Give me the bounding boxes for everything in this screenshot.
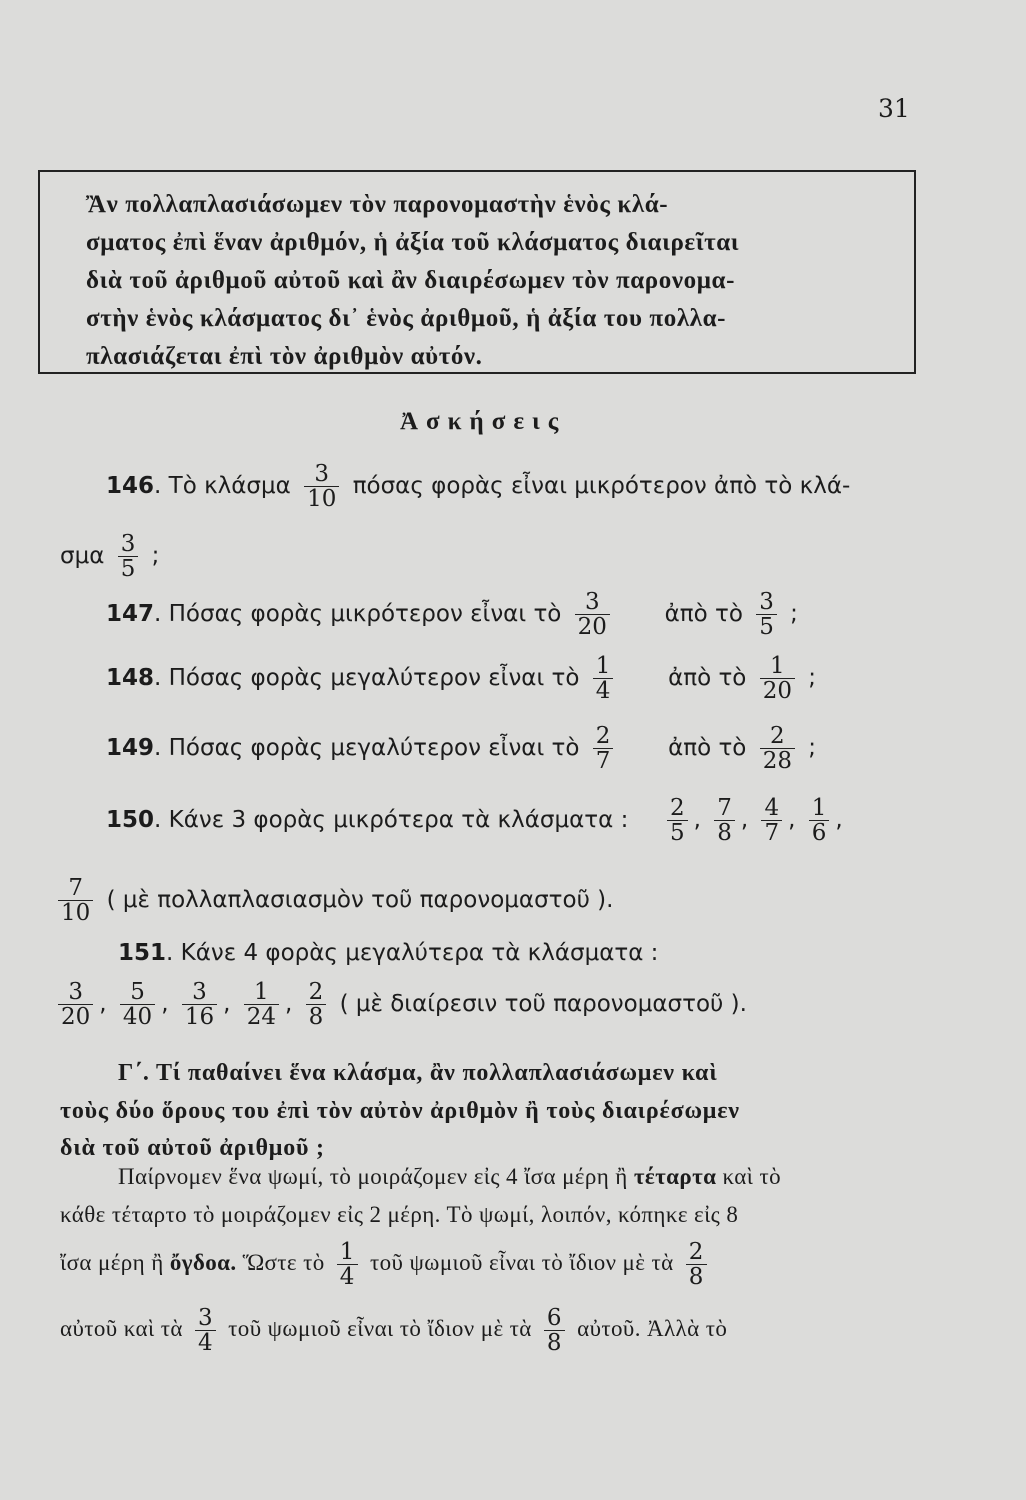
fraction: $\frac{2}{28}$ <box>760 724 795 773</box>
fraction: $\frac{2}{8}$ <box>686 1240 707 1289</box>
exercise-text: πόσας φορὰς εἶναι μικρότερον ἀπὸ τὸ κλά- <box>352 473 851 500</box>
exercise-number: 147 <box>106 601 155 628</box>
exercise-text: Πόσας φορὰς μικρότερον εἶναι τὸ <box>168 601 562 628</box>
exercise-146-line2 <box>60 532 159 581</box>
exercise-147: 147. Πόσας φορὰς μικρότερον εἶναι τὸ $\frac{3}{20}$ ἀπὸ τὸ $\frac{3}{5}$ ; <box>106 589 798 641</box>
rule-line: σματος ἐπὶ ἕναν ἀριθμόν, ἡ ἀξία τοῦ κλάσματος διαιρεῖται <box>86 229 740 256</box>
bold-term: ὄγδοα. <box>169 1249 237 1275</box>
fraction: $\frac{3}{16}$ <box>182 980 217 1029</box>
exercise-text: ( μὲ πολλαπλασιασμὸν τοῦ παρονομαστοῦ ). <box>106 887 614 914</box>
page-number: 31 <box>878 94 910 123</box>
exercise-149: 149. Πόσας φορὰς μεγαλύτερον εἶναι τὸ $\frac{2}{7}$ ἀπὸ τὸ $\frac{2}{28}$ ; <box>106 723 817 775</box>
exercise-150-line2 <box>52 876 613 925</box>
fraction: $\frac{2}{7}$ <box>593 724 614 773</box>
section-heading-line: Γ΄. Τί παθαίνει ἕνα κλάσμα, ἂν πολλαπλασιάσωμεν καὶ <box>118 1060 718 1086</box>
rule-line: πλασιάζεται ἐπὶ τὸν ἀριθμὸν αὐτόν. <box>86 343 483 370</box>
paragraph-line: Παίρνομεν ἕνα ψωμί, τὸ μοιράζομεν εἰς 4 ἴσα μέρη ἢ τέταρτα καὶ τὸ <box>118 1164 782 1189</box>
exercise-text: Τὸ κλάσμα <box>168 473 291 500</box>
section-heading-line: διὰ τοῦ αὐτοῦ ἀριθμοῦ ; <box>60 1135 325 1161</box>
exercise-151-line2: $\frac{3}{20}$ , $\frac{5}{40}$ , $\frac{3}{16}$ , $\frac{1}{24}$ , $\frac{2}{8}$ ( μὲ διαίρεσιν τοῦ παρονομαστοῦ ). <box>52 980 747 1029</box>
fraction: $\frac{5}{40}$ <box>120 980 155 1029</box>
exercise-text: ἀπὸ τὸ <box>668 735 747 762</box>
rule-line: διὰ τοῦ ἀριθμοῦ αὐτοῦ καὶ ἂν διαιρέσωμεν τὸν παρονομα- <box>86 267 736 294</box>
exercise-number: 151 <box>118 940 167 966</box>
question-mark: ; <box>151 543 160 570</box>
fraction: $\frac{3}{20}$ <box>575 590 610 639</box>
exercise-text: Κάνε 4 φορὰς μεγαλύτερα τὰ κλάσματα : <box>180 940 659 966</box>
fraction: $\frac{2}{8}$ <box>306 980 327 1029</box>
exercise-text: σμα <box>60 543 105 570</box>
exercise-number: 146 <box>106 473 155 500</box>
exercise-number: 150 <box>106 807 155 834</box>
fraction: $\frac{1}{6}$ <box>809 796 830 845</box>
fraction: $\frac{1}{4}$ <box>337 1240 358 1289</box>
paragraph-line: ἴσα μέρη ἢ ὄγδοα. Ὥστε τὸ $\frac{1}{4}$ τοῦ ψωμιοῦ εἶναι τὸ ἴδιον μὲ τὰ $\frac{2}{8}$ <box>60 1240 713 1289</box>
fraction: $\frac{3}{5}$ <box>756 590 777 639</box>
fraction: $\frac{7}{8}$ <box>714 796 735 845</box>
bold-term: τέταρτα <box>633 1164 717 1189</box>
exercises-heading: Ἀσκήσεις <box>400 408 567 435</box>
fraction: $\frac{4}{7}$ <box>761 796 782 845</box>
exercise-148: 148. Πόσας φορὰς μεγαλύτερον εἶναι τὸ $\frac{1}{4}$ ἀπὸ τὸ $\frac{1}{20}$ ; <box>106 653 817 705</box>
fraction: $\frac{1}{4}$ <box>593 654 614 703</box>
rule-line: Ἂν πολλαπλασιάσωμεν τὸν παρονομαστὴν ἑνὸς κλά- <box>86 191 669 218</box>
question-mark: ; <box>808 735 817 762</box>
question-mark: ; <box>790 601 798 628</box>
section-heading-line: τοὺς δύο ὅρους του ἐπὶ τὸν αὐτὸν ἀριθμὸν ἢ τοὺς διαιρέσωμεν <box>60 1098 740 1124</box>
question-mark: ; <box>808 665 817 692</box>
exercise-text: ἀπὸ τὸ <box>664 601 743 628</box>
exercise-text: Πόσας φορὰς μεγαλύτερον εἶναι τὸ <box>168 735 580 762</box>
paragraph-line: αὐτοῦ καὶ τὰ $\frac{3}{4}$ τοῦ ψωμιοῦ εἶναι τὸ ἴδιον μὲ τὰ $\frac{6}{8}$ αὐτοῦ. Ἀλλὰ τὸ <box>60 1305 728 1357</box>
exercise-151-line1: 151. Κάνε 4 φορὰς μεγαλύτερα τὰ κλάσματα : <box>118 940 659 966</box>
rule-box <box>38 170 916 374</box>
exercise-text: Πόσας φορὰς μεγαλύτερον εἶναι τὸ <box>168 665 580 692</box>
exercise-number: 148 <box>106 665 155 692</box>
exercise-150-line1: 150. Κάνε 3 φορὰς μικρότερα τὰ κλάσματα : $\frac{2}{5}$ , $\frac{7}{8}$ , $\frac{4}{7}$ , $\frac{1}{6}$ , <box>106 795 843 847</box>
exercise-number: 149 <box>106 735 155 762</box>
paragraph-line: κάθε τέταρτο τὸ μοιράζομεν εἰς 2 μέρη. Τὸ ψωμί, λοιπόν, κόπηκε εἰς 8 <box>60 1202 739 1227</box>
fraction: $\frac{6}{8}$ <box>544 1306 565 1355</box>
fraction: $\frac{7}{10}$ <box>58 876 93 925</box>
rule-line: στὴν ἑνὸς κλάσματος δι᾽ ἑνὸς ἀριθμοῦ, ἡ ἀξία του πολλα- <box>86 305 727 332</box>
exercise-146-line1: 146. Τὸ κλάσμα $\frac{3}{10}$ πόσας φορὰς εἶναι μικρότερον ἀπὸ τὸ κλά- <box>106 461 851 513</box>
fraction: $\frac{3}{10}$ <box>304 462 339 511</box>
exercise-text: Κάνε 3 φορὰς μικρότερα τὰ κλάσματα : <box>168 807 629 834</box>
fraction: $\frac{2}{5}$ <box>667 796 688 845</box>
exercise-text: ( μὲ διαίρεσιν τοῦ παρονομαστοῦ ). <box>339 991 747 1018</box>
fraction: $\frac{3}{5}$ <box>118 532 139 581</box>
fraction: $\frac{3}{4}$ <box>195 1306 216 1355</box>
fraction: $\frac{1}{20}$ <box>760 654 795 703</box>
fraction: $\frac{1}{24}$ <box>244 980 279 1029</box>
fraction: $\frac{3}{20}$ <box>58 980 93 1029</box>
exercise-text: ἀπὸ τὸ <box>668 665 747 692</box>
